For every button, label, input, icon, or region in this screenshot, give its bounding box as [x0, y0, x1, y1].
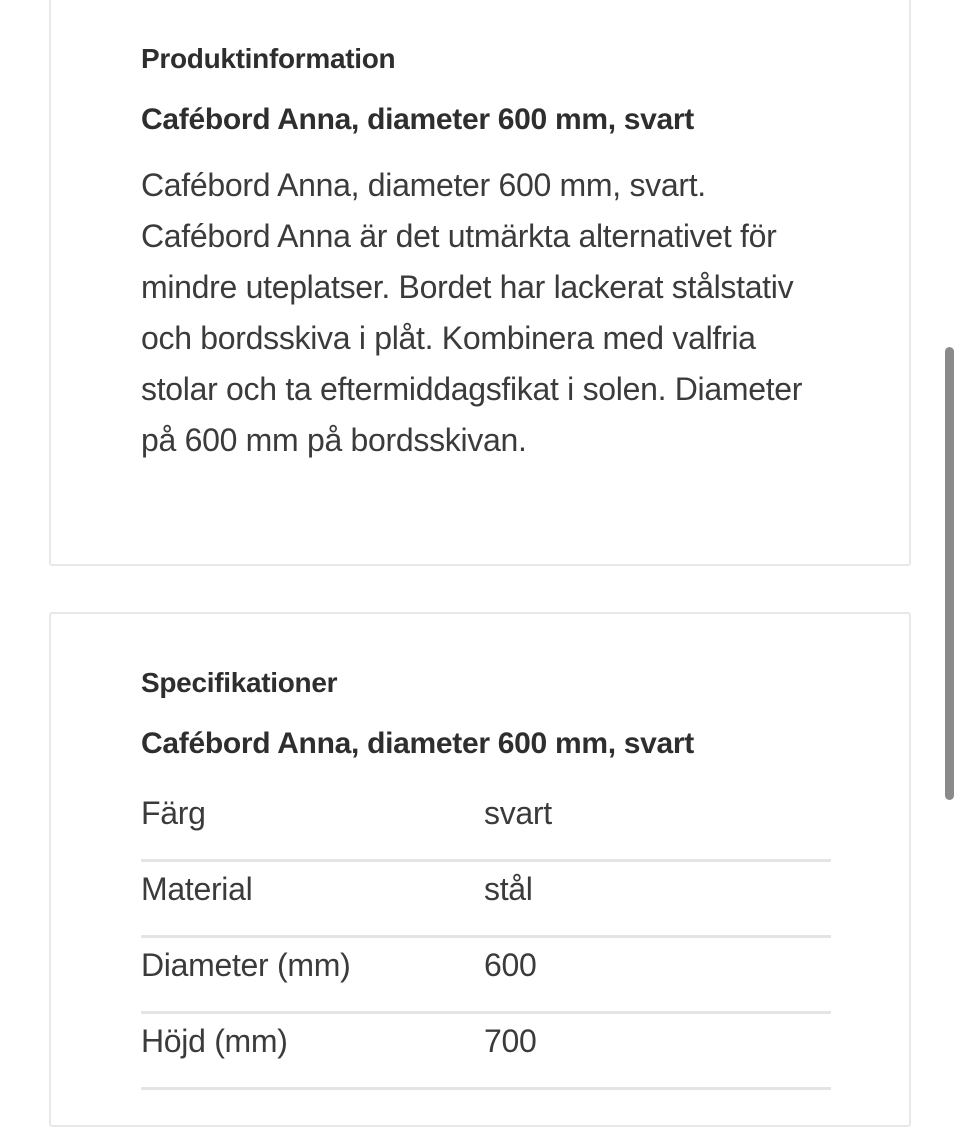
spec-value: 600 — [484, 947, 537, 983]
product-info-section-title: Produktinformation — [141, 43, 396, 74]
specifications-section-title: Specifikationer — [141, 667, 338, 698]
scrollbar-thumb[interactable] — [945, 347, 954, 800]
spec-row-material — [141, 862, 831, 938]
specifications-table — [141, 786, 831, 1090]
spec-row-color — [141, 786, 831, 862]
spec-label: Höjd (mm) — [141, 1023, 288, 1059]
specifications-card — [49, 612, 911, 1127]
spec-label: Färg — [141, 795, 206, 831]
specifications-product-name-heading: Cafébord Anna, diameter 600 mm, svart — [141, 727, 694, 760]
product-description: Cafébord Anna, diameter 600 mm, svart. Cafébord Anna är det utmärkta alternativet för mindre uteplatser. Bordet har lackerat stålstativ och bordsskiva i plåt. Kombinera med valfria stolar och ta eftermiddagsfikat i solen. Diameter på 600 mm på bordsskivan. — [141, 167, 803, 458]
spec-label: Diameter (mm) — [141, 947, 351, 983]
spec-label: Material — [141, 871, 253, 907]
spec-value: stål — [484, 871, 533, 907]
product-info-card — [49, 0, 911, 566]
spec-value: svart — [484, 795, 552, 831]
product-name-heading: Cafébord Anna, diameter 600 mm, svart — [141, 103, 694, 136]
spec-value: 700 — [484, 1023, 537, 1059]
spec-row-diameter — [141, 938, 831, 1014]
spec-row-height — [141, 1014, 831, 1090]
